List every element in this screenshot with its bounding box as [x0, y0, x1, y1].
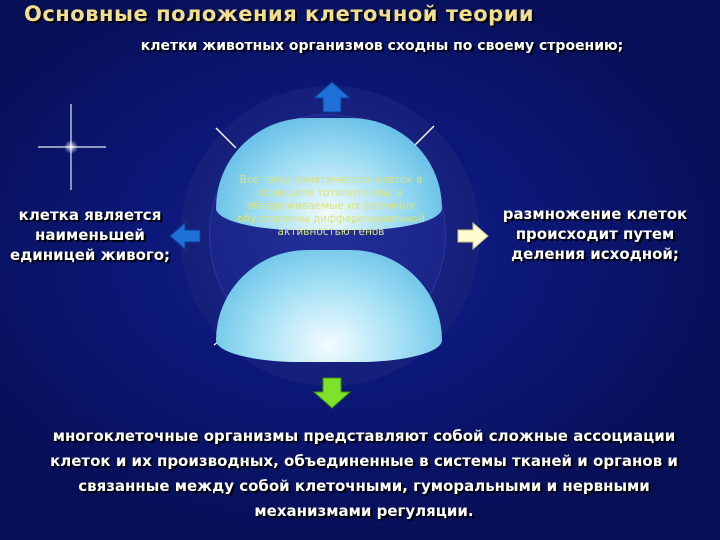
arrow-right-icon: [456, 221, 490, 251]
statement-left: клетка является наименьшей единицей живого;: [9, 206, 171, 264]
slide-title: Основные положения клеточной теории: [24, 2, 535, 26]
arrow-down-icon: [312, 376, 352, 410]
statement-bottom: многоклеточные организмы представляют собой сложные ассоциации клеток и их производных, объединенные в системы тканей и органов и связанные между собой клеточными, гуморальными и нервными механизмами регуляции.: [50, 427, 678, 520]
statement-right: размножение клеток происходит путем деления исходной;: [502, 205, 688, 263]
arrow-up-icon: [312, 80, 352, 114]
center-statement: Все типы соматических клеток в принципе тотипотенты, а обнаруживаемые их различия обусловлены дифференциальной активностью генов: [237, 174, 425, 238]
statement-top: клетки животных организмов сходны по своему строению;: [140, 38, 624, 54]
